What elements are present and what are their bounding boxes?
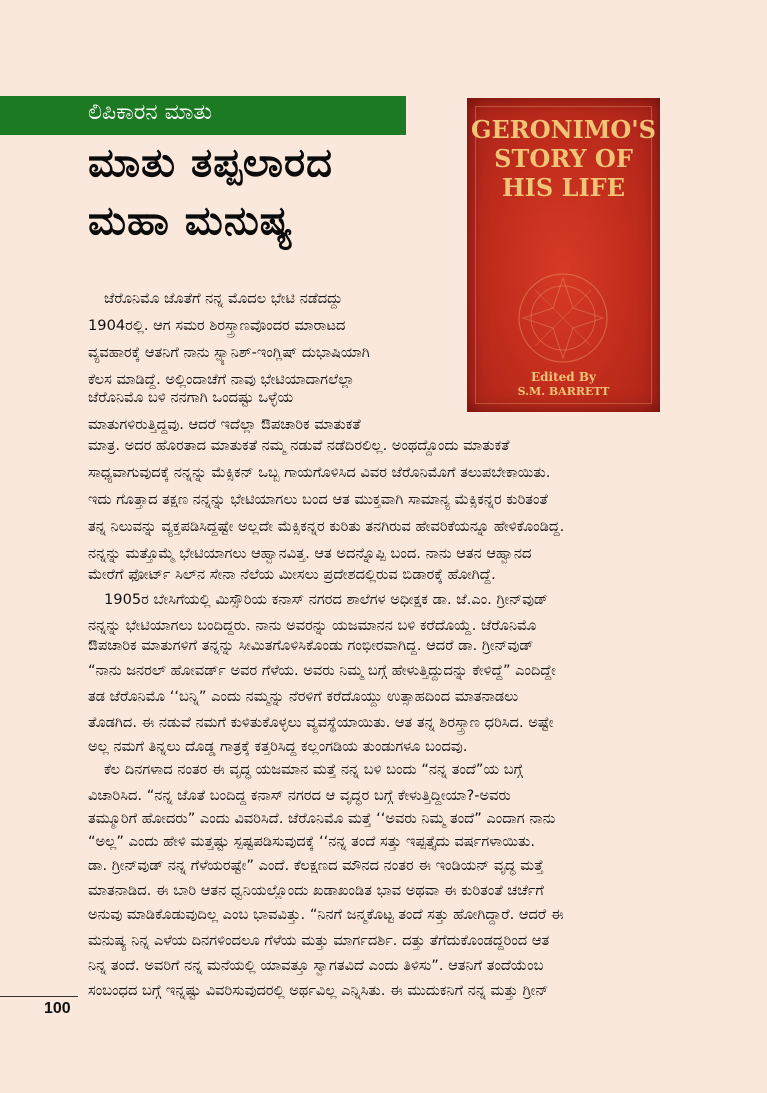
body-line: 1904ರಲ್ಲಿ. ಆಗ ಸಮರ ಶಿರಸ್ತ್ರಾಣವೊಂದರ ಮಾರಾಟದ (88, 317, 346, 334)
body-line: ಮಾತನಾಡಿದ. ಈ ಬಾರಿ ಆತನ ಧ್ವನಿಯಲ್ಲೊಂದು ಖಡಾಖಂಡಿತ ಭಾವ ಅಥವಾ ಈ ಕುರಿತಂತೆ ಚರ್ಚೆಗೆ (88, 882, 544, 899)
book-cover-image (467, 98, 660, 412)
body-line: “ಅಲ್ಲ” ಎಂದು ಹೇಳಿ ಮತ್ತಷ್ಟು ಸ್ಪಷ್ಟಪಡಿಸುವುದಕ್ಕೆ ‘‘ನನ್ನ ತಂದೆ ಸತ್ತು ಇಪ್ಪತ್ತೈದು ವರ್ಷಗಳಾಯಿತು. (88, 833, 536, 850)
body-line: ತೊಡಗಿದ. ಈ ನಡುವೆ ನಮಗೆ ಕುಳಿತುಕೊಳ್ಳಲು ವ್ಯವಸ್ಥೆಯಾಯಿತು. ಆತ ತನ್ನ ಶಿರಸ್ತ್ರಾಣ ಧರಿಸಿದ. ಅಷ್ಟೇ (88, 714, 554, 731)
body-line: ತನ್ನ ನಿಲುವನ್ನು ವ್ಯಕ್ತಪಡಿಸಿದ್ದಷ್ಟೇ ಅಲ್ಲದೇ ಮೆಕ್ಸಿಕನ್ನರ ಕುರಿತು ತನಗಿರುವ ಹೇವರಿಕೆಯನ್ನೂ ಹೇಳಿಕೊಂಡಿದ್ದ. (88, 518, 565, 535)
body-line: 1905ರ ಬೇಸಿಗೆಯಲ್ಲಿ ಮಿಸ್ಸೌರಿಯ ಕನಾಸ್ ನಗರದ ಶಾಲೆಗಳ ಅಧೀಕ್ಷಕ ಡಾ. ಜೆ.ಎಂ. ಗ್ರೀನ್‌ವುಡ್ (104, 591, 549, 608)
body-line: ಸಂಬಂಧದ ಬಗ್ಗೆ ಇನ್ನಷ್ಟು ವಿವರಿಸುವುದರಲ್ಲಿ ಅರ್ಥವಿಲ್ಲ ಎನ್ನಿಸಿತು. ಈ ಮುದುಕನಿಗೆ ನನ್ನ ಮತ್ತು ಗ್ರೀನ್ (88, 982, 549, 999)
folio-rule (0, 996, 78, 997)
section-label: ಲಿಪಿಕಾರನ ಮಾತು (88, 100, 212, 125)
body-line: ವಿಚಾರಿಸಿದ. “ನನ್ನ ಜೊತೆ ಬಂದಿದ್ದ ಕನಾಸ್ ನಗರದ ಆ ವೃದ್ಧರ ಬಗ್ಗೆ ಕೇಳುತ್ತಿದ್ದೀಯಾ?-ಅವರು (88, 787, 511, 804)
body-line: ಅನುವು ಮಾಡಿಕೊಡುವುದಿಲ್ಲ ಎಂಬ ಭಾವವಿತ್ತು. “ನಿನಗೆ ಜನ್ಮಕೊಟ್ಟ ತಂದೆ ಸತ್ತು ಹೋಗಿದ್ದಾರೆ. ಆದರೆ ಈ (88, 906, 564, 923)
body-line: ಅಲ್ಲ ನಮಗೆ ತಿನ್ನಲು ದೊಡ್ಡ ಗಾತ್ರಕ್ಕೆ ಕತ್ತರಿಸಿದ್ದ ಕಲ್ಲಂಗಡಿಯ ತುಂಡುಗಳೂ ಬಂದವು. (88, 738, 468, 755)
body-line: ಕೆಲಸ ಮಾಡಿದ್ದೆ. ಅಲ್ಲಿಂದಾಚೆಗೆ ನಾವು ಭೇಟಿಯಾದಾಗಲೆಲ್ಲಾ (88, 371, 355, 388)
book-title-line-3: HIS LIFE (501, 173, 626, 202)
book-editor-name: S.M. BARRETT (517, 385, 610, 398)
book-title-line-1: GERONIMO'S (471, 115, 656, 144)
body-line: ವ್ಯವಹಾರಕ್ಕೆ ಆತನಿಗೆ ನಾನು ಸ್ಪ್ಯಾನಿಶ್-ಇಂಗ್ಲಿಷ್ ದುಭಾಷಿಯಾಗಿ (88, 344, 370, 361)
body-line: ಮಾತುಗಳಿರುತ್ತಿದ್ದವು. ಆದರೆ ಇದೆಲ್ಲಾ ಔಪಚಾರಿಕ ಮಾತುಕತೆ (88, 416, 361, 433)
body-line: ನನ್ನನ್ನು ಭೇಟಿಯಾಗಲು ಬಂದಿದ್ದರು. ನಾನು ಅವರನ್ನು ಯಜಮಾನನ ಬಳಿ ಕರೆದೊಯ್ದೆ. ಜೆರೊನಿಮೊ (88, 617, 537, 634)
body-line: ನಿನ್ನ ತಂದೆ. ಅವರಿಗೆ ನನ್ನ ಮನೆಯಲ್ಲಿ ಯಾವತ್ತೂ ಸ್ವಾಗತವಿದೆ ಎಂದು ತಿಳಿಸು”. ಆತನಿಗೆ ತಂದೆಯೆಂಬ (88, 957, 544, 974)
book-edited-by: Edited By (531, 370, 596, 384)
body-line: ನನ್ನನ್ನು ಮತ್ತೊಮ್ಮೆ ಭೇಟಿಯಾಗಲು ಆಹ್ವಾನವಿತ್ತ. ಆತ ಅದನ್ನೊಪ್ಪಿ ಬಂದ. ನಾನು ಆತನ ಆಹ್ವಾನದ (88, 545, 532, 562)
body-line: ಮಾತ್ರ. ಅದರ ಹೊರತಾದ ಮಾತುಕತೆ ನಮ್ಮ ನಡುವೆ ನಡೆದಿರಲಿಲ್ಲ. ಅಂಥದ್ದೊಂದು ಮಾತುಕತೆ (88, 437, 510, 454)
body-line: ಔಪಚಾರಿಕ ಮಾತುಗಳಿಗೆ ತನ್ನನ್ನು ಸೀಮಿತಗೊಳಿಸಿಕೊಂಡು ಗಂಭೀರವಾಗಿದ್ದ. ಆದರೆ ಡಾ. ಗ್ರೀನ್‌ವುಡ್ (88, 637, 534, 654)
body-line: ಜೆರೊನಿಮೊ ಜೊತೆಗೆ ನನ್ನ ಮೊದಲ ಭೇಟಿ ನಡೆದದ್ದು (104, 290, 343, 307)
book-title-line-2: STORY OF (494, 144, 633, 173)
section-label-bar (0, 96, 406, 135)
headline-line-2: ಮಹಾ ಮನುಷ್ಯ (88, 198, 294, 244)
body-line: “ನಾನು ಜನರಲ್ ಹೋವರ್ಡ್ ಅವರ ಗೆಳೆಯ. ಅವರು ನಿಮ್ಮ ಬಗ್ಗೆ ಹೇಳುತ್ತಿದ್ದುದನ್ನು ಕೇಳಿದ್ದೆ” ಎಂದಿದ್ದೇ (88, 662, 556, 679)
body-line: ತಮ್ಮೂರಿಗೆ ಹೋದರು” ಎಂದು ವಿವರಿಸಿದೆ. ಜೆರೊನಿಮೊ ಮತ್ತೆ ‘‘ಅವರು ನಿಮ್ಮ ತಂದೆ” ಎಂದಾಗ ನಾನು (88, 810, 556, 827)
book-emblem-icon (513, 268, 613, 368)
headline-line-1: ಮಾತು ತಪ್ಪಲಾರದ (88, 140, 333, 186)
body-line: ಕೆಲ ದಿನಗಳಾದ ನಂತರ ಈ ವೃದ್ಧ ಯಜಮಾನ ಮತ್ತೆ ನನ್ನ ಬಳಿ ಬಂದು “ನನ್ನ ತಂದೆ”ಯ ಬಗ್ಗೆ (104, 761, 523, 778)
body-line: ಮೇರೆಗೆ ಫೋರ್ಟ್ ಸಿಲ್‌ನ ಸೇನಾ ನೆಲೆಯ ಮೀಸಲು ಪ್ರದೇಶದಲ್ಲಿರುವ ಬಿಡಾರಕ್ಕೆ ಹೋಗಿದ್ದೆ. (88, 566, 496, 583)
body-line: ತಡ ಜೆರೊನಿಮೊ ‘‘ಬನ್ನಿ” ಎಂದು ನಮ್ಮನ್ನು ನೆರಳಿಗೆ ಕರೆದೊಯ್ದು ಉತ್ಸಾಹದಿಂದ ಮಾತನಾಡಲು (88, 688, 519, 705)
body-line: ಡಾ. ಗ್ರೀನ್‌ವುಡ್ ನನ್ನ ಗೆಳೆಯರಷ್ಟೇ” ಎಂದೆ. ಕೆಲಕ್ಷಣದ ಮೌನದ ನಂತರ ಈ ಇಂಡಿಯನ್ ವೃದ್ಧ ಮತ್ತೆ (88, 857, 544, 874)
page-number: 100 (44, 1000, 71, 1017)
body-line: ಇದು ಗೊತ್ತಾದ ತಕ್ಷಣ ನನ್ನನ್ನು ಭೇಟಿಯಾಗಲು ಬಂದ ಆತ ಮುಕ್ತವಾಗಿ ಸಾಮಾನ್ಯ ಮೆಕ್ಸಿಕನ್ನರ ಕುರಿತಂತೆ (88, 491, 548, 508)
body-line: ಸಾಧ್ಯವಾಗುವುದಕ್ಕೆ ನನ್ನನ್ನು ಮೆಕ್ಸಿಕನ್ ಒಬ್ಬ ಗಾಯಗೊಳಿಸಿದ ವಿವರ ಜೆರೊನಿಮೊಗೆ ತಲುಪಬೇಕಾಯಿತು. (88, 464, 551, 481)
body-line: ಜೆರೊನಿಮೊ ಬಳಿ ನನಗಾಗಿ ಒಂದಷ್ಟು ಒಳ್ಳೆಯ (88, 389, 294, 406)
body-line: ಮನುಷ್ಯ ನಿನ್ನ ಎಳೆಯ ದಿನಗಳಿಂದಲೂ ಗೆಳೆಯ ಮತ್ತು ಮಾರ್ಗದರ್ಶಿ. ದತ್ತು ತೆಗೆದುಕೊಂಡದ್ದರಿಂದ ಆತ (88, 932, 550, 949)
